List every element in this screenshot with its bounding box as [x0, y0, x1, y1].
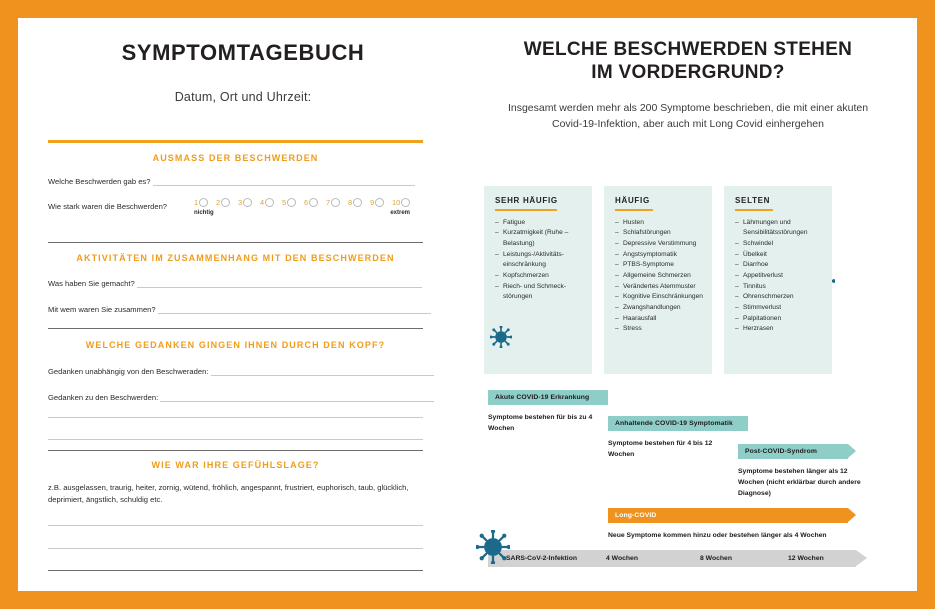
radio-circle-icon[interactable]	[353, 198, 362, 207]
radio-circle-icon[interactable]	[375, 198, 384, 207]
timeline-phase-post-desc: Symptome bestehen länger als 12 Wochen (nicht erklärbar durch andere Diagnose)	[738, 468, 861, 497]
two-page-spread	[18, 18, 917, 591]
scale-option-5[interactable]	[282, 198, 304, 207]
radio-circle-icon[interactable]	[199, 198, 208, 207]
section-rule-dark	[48, 570, 423, 571]
scale-option-6[interactable]	[304, 198, 326, 207]
field-label: Gedanken unabhängig von den Beschweraden:	[48, 367, 209, 376]
left-page-symptom-diary	[18, 18, 468, 591]
timeline-phase-acute-label: Akute COVID-19 Erkrankung	[488, 390, 608, 405]
section-heading-gedanken: WELCHE GEDANKEN GINGEN IHNEN DURCH DEN KOPF?	[85, 340, 386, 350]
axis-tick-3: 12 Wochen	[788, 554, 824, 562]
list-item: – Schlafstörungen	[615, 228, 703, 239]
list-item: – Lähmungen und Sensibilitätsstörungen	[735, 218, 823, 239]
list-item: – Tinnitus	[735, 282, 823, 293]
diary-subtitle: Datum, Ort und Uhrzeit:	[174, 90, 312, 104]
timeline-long-covid-desc: Neue Symptome kommen hinzu oder bestehen länger als 4 Wochen	[608, 532, 827, 539]
page-frame	[18, 18, 917, 591]
field-label: Welche Beschwerden gab es?	[48, 177, 151, 186]
right-page-subtitle: Insgesamt werden mehr als 200 Symptome beschrieben, die mit einer akuten Covid-19-Infektion, aber auch mit Long Covid einhergehen	[507, 102, 869, 131]
scale-value: 10	[392, 198, 401, 207]
covid-timeline	[480, 390, 882, 580]
section-heading-ausmass: AUSMASS DER BESCHWERDEN	[152, 153, 319, 163]
field-was-gemacht[interactable]	[48, 278, 423, 292]
list-item: – Fatigue	[495, 218, 583, 229]
writing-line[interactable]	[48, 417, 423, 418]
right-page-title-line2: IM VORDERGRUND?	[591, 62, 785, 84]
field-writing-line[interactable]	[160, 392, 434, 402]
scale-low-label: nichtig	[194, 210, 214, 216]
field-welche-beschwerden[interactable]	[48, 176, 423, 190]
radio-circle-icon[interactable]	[243, 198, 252, 207]
scale-option-9[interactable]	[370, 198, 392, 207]
right-page-title-line1: WELCHE BESCHWERDEN STEHEN	[523, 39, 853, 60]
axis-tick-0: SARS-CoV-2-Infektion	[506, 554, 577, 562]
timeline-phase-ongoing-label: Anhaltende COVID-19 Symptomatik	[608, 416, 748, 431]
list-item: – Haarausfall	[615, 314, 703, 325]
list-item: – Übelkeit	[735, 250, 823, 261]
writing-line[interactable]	[48, 439, 423, 440]
field-gedanken-zu[interactable]	[48, 392, 423, 406]
list-item: – Kurzatmigkeit (Ruhe – Belastung)	[495, 228, 583, 249]
scale-value: 1	[194, 198, 199, 207]
axis-tick-2: 8 Wochen	[700, 554, 732, 562]
heading-underline	[735, 209, 773, 211]
section-rule-dark	[48, 450, 423, 451]
field-writing-line[interactable]	[153, 176, 415, 186]
writing-line[interactable]	[48, 548, 423, 549]
field-mit-wem[interactable]	[48, 304, 423, 318]
heading-underline	[615, 209, 653, 211]
section-heading-gefuehlslage: WIE WAR IHRE GEFÜHLSLAGE?	[151, 460, 320, 470]
scale-option-10[interactable]	[392, 198, 414, 207]
list-item: – Zwangshandlungen	[615, 303, 703, 314]
scale-end-labels	[194, 210, 410, 216]
scale-value: 9	[370, 198, 375, 207]
scale-value: 7	[326, 198, 331, 207]
radio-circle-icon[interactable]	[331, 198, 340, 207]
timeline-axis	[488, 550, 856, 567]
timeline-phase-ongoing-desc: Symptome bestehen für 4 bis 12 Wochen	[608, 440, 713, 458]
scale-option-2[interactable]	[216, 198, 238, 207]
field-label: Was haben Sie gemacht?	[48, 279, 135, 288]
radio-circle-icon[interactable]	[221, 198, 230, 207]
list-item: – Schwindel	[735, 239, 823, 250]
radio-circle-icon[interactable]	[309, 198, 318, 207]
radio-circle-icon[interactable]	[401, 198, 410, 207]
field-label: Mit wem waren Sie zusammen?	[48, 305, 156, 314]
section-heading-aktivitaeten: AKTIVITÄTEN IM ZUSAMMENHANG MIT DEN BESCHWERDEN	[76, 253, 395, 263]
timeline-long-covid-label: Long-COVID	[608, 508, 848, 523]
scale-option-8[interactable]	[348, 198, 370, 207]
timeline-phase-acute-desc: Symptome bestehen für bis zu 4 Wochen	[488, 414, 593, 432]
axis-tick-1: 4 Wochen	[606, 554, 638, 562]
scale-option-3[interactable]	[238, 198, 260, 207]
symptom-column-selten	[724, 186, 832, 374]
list-item: – Ohrenschmerzen	[735, 292, 823, 303]
scale-value: 5	[282, 198, 287, 207]
list-item: – Appetitverlust	[735, 271, 823, 282]
list-item: – Kognitive Einschränkungen	[615, 292, 703, 303]
scale-option-4[interactable]	[260, 198, 282, 207]
list-item: – Husten	[615, 218, 703, 229]
list-item: – Kopfschmerzen	[495, 271, 583, 282]
scale-options-row[interactable]	[194, 198, 414, 207]
list-item: – Angstsymptomatik	[615, 250, 703, 261]
list-item: – Depressive Verstimmung	[615, 239, 703, 250]
field-writing-line[interactable]	[158, 304, 431, 314]
scale-value: 6	[304, 198, 309, 207]
field-label: Wie stark waren die Beschwerden?	[48, 202, 168, 211]
severity-scale[interactable]	[194, 198, 414, 216]
timeline-phase-post-label: Post-COVID-Syndrom	[738, 444, 848, 459]
symptom-columns	[484, 186, 832, 374]
list-item: – Diarrhoe	[735, 260, 823, 271]
scale-value: 4	[260, 198, 265, 207]
virus-icon	[490, 326, 512, 348]
symptom-column-haeufig	[604, 186, 712, 374]
list-item: – Stimmverlust	[735, 303, 823, 314]
virus-icon	[476, 530, 510, 564]
right-page-symptom-overview	[468, 18, 917, 591]
section-rule-orange	[48, 140, 423, 143]
list-item: – Palpitationen	[735, 314, 823, 325]
mood-examples-text: z.B. ausgelassen, traurig, heiter, zornig, wütend, fröhlich, angespannt, frustriert, euphorisch, taub, glücklich, deprimiert, ängstlich, schuldig etc.	[48, 483, 409, 504]
column-heading: SEHR HÄUFIG	[495, 196, 558, 205]
radio-circle-icon[interactable]	[265, 198, 274, 207]
page-title: SYMPTOMTAGEBUCH	[121, 40, 365, 65]
list-item: – Leistungs-/Aktivitäts-einschränkung	[495, 250, 583, 271]
column-heading: HÄUFIG	[615, 196, 650, 205]
column-heading: SELTEN	[735, 196, 771, 205]
symptom-column-sehr-haeufig	[484, 186, 592, 374]
section-rule-dark	[48, 242, 423, 243]
field-writing-line[interactable]	[211, 366, 434, 376]
list-item: – PTBS-Symptome	[615, 260, 703, 271]
symptom-list	[495, 218, 583, 303]
scale-value: 8	[348, 198, 353, 207]
scale-value: 2	[216, 198, 221, 207]
list-item: – Verändertes Atemmuster	[615, 282, 703, 293]
list-item: – Stress	[615, 324, 703, 335]
field-gedanken-unabhaengig[interactable]	[48, 366, 423, 380]
symptom-list	[615, 218, 703, 335]
symptom-list	[735, 218, 823, 335]
scale-option-7[interactable]	[326, 198, 348, 207]
heading-underline	[495, 209, 557, 211]
scale-option-1[interactable]	[194, 198, 216, 207]
right-page-title	[488, 38, 888, 84]
list-item: – Herzrasen	[735, 324, 823, 335]
section-rule-dark	[48, 328, 423, 329]
list-item: – Riech- und Schmeck-störungen	[495, 282, 583, 303]
scale-value: 3	[238, 198, 243, 207]
field-label: Gedanken zu den Beschwerden:	[48, 393, 159, 402]
scale-high-label: extrem	[390, 210, 410, 216]
writing-line[interactable]	[48, 525, 423, 526]
field-writing-line[interactable]	[137, 278, 422, 288]
list-item: – Allgemeine Schmerzen	[615, 271, 703, 282]
radio-circle-icon[interactable]	[287, 198, 296, 207]
